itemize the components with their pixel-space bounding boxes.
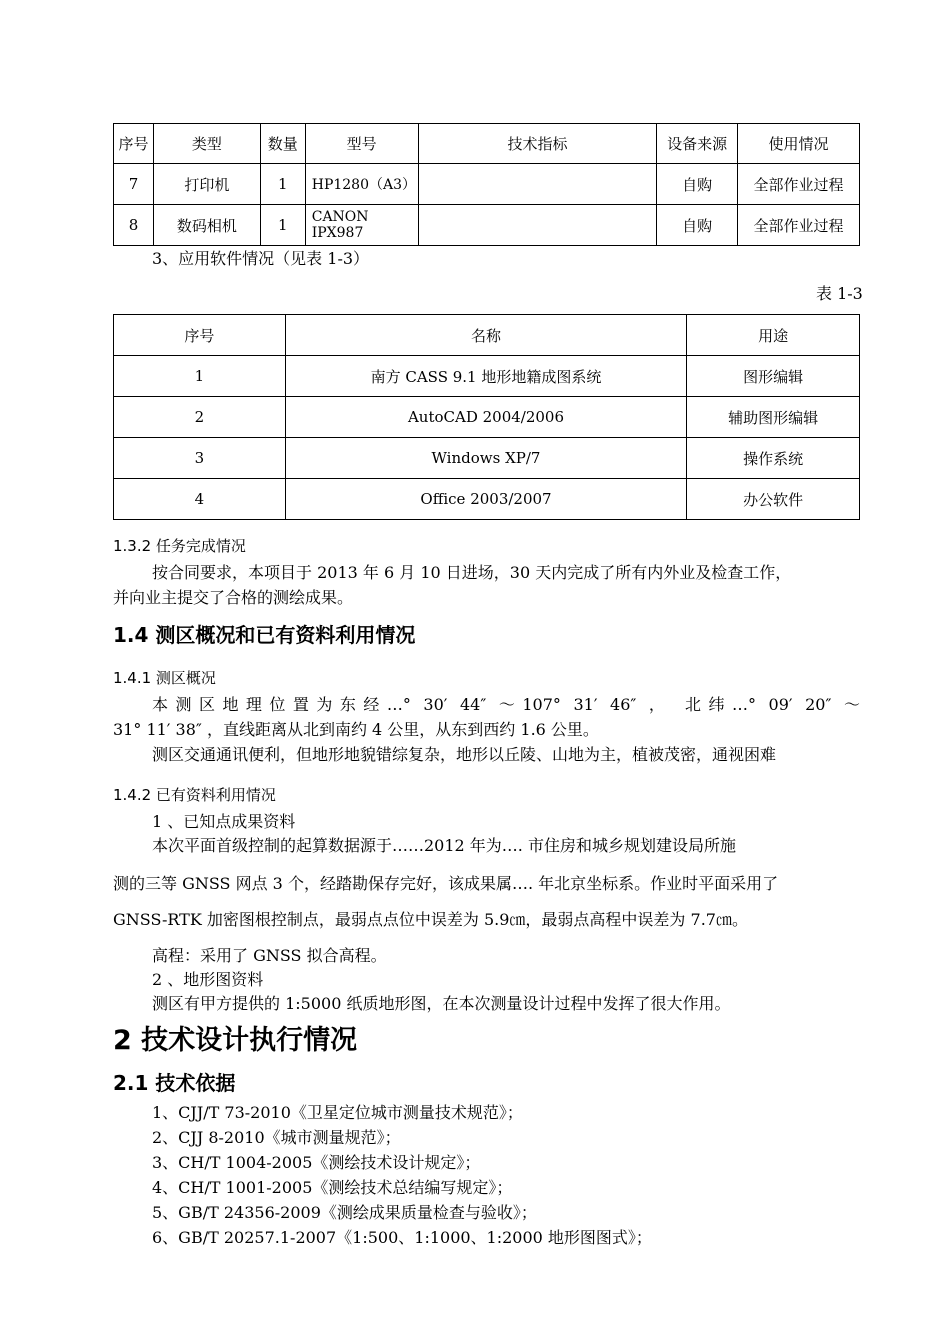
table-row [114, 205, 860, 246]
table-cell: 南方 CASS 9.1 地形地籍成图系统 [285, 356, 686, 397]
list-item: 2、CJJ 8-2010《城市测量规范》； [152, 1128, 401, 1147]
table-cell: 3 [114, 438, 286, 479]
table-cell: 1 [260, 164, 305, 205]
section-heading-1-4-2: 1.4.2 已有资料利用情况 [113, 786, 276, 804]
paragraph: 测的三等 GNSS 网点 3 个，经踏勘保存完好，该成果属…. 年北京坐标系。作业时平面采用了 [113, 874, 779, 893]
table-cell: Office 2003/2007 [285, 479, 686, 520]
header-cell: 类型 [153, 124, 260, 164]
header-cell: 名称 [285, 315, 686, 356]
table-header-row [114, 315, 860, 356]
table-row [114, 479, 860, 520]
header-cell: 技术指标 [418, 124, 657, 164]
table-row [114, 164, 860, 205]
table-row [114, 397, 860, 438]
section-heading-1-4: 1.4 测区概况和已有资料利用情况 [113, 623, 416, 647]
table-cell: 全部作业过程 [738, 164, 860, 205]
chapter-heading-2: 2 技术设计执行情况 [113, 1025, 358, 1056]
list-item: 3、CH/T 1004-2005《测绘技术设计规定》； [152, 1153, 481, 1172]
section-heading-1-4-1: 1.4.1 测区概况 [113, 669, 216, 687]
header-cell: 设备来源 [657, 124, 738, 164]
table-cell [418, 205, 657, 246]
list-item: 5、GB/T 24356-2009《测绘成果质量检查与验收》； [152, 1203, 537, 1222]
table-cell: 打印机 [153, 164, 260, 205]
table-cell: 自购 [657, 164, 738, 205]
equipment-table [113, 123, 860, 246]
table-cell: 8 [114, 205, 154, 246]
list-item: 1 、已知点成果资料 [152, 812, 296, 831]
table-cell: 数码相机 [153, 205, 260, 246]
header-cell: 序号 [114, 315, 286, 356]
table-header-row [114, 124, 860, 164]
table-cell: HP1280（A3） [305, 164, 418, 205]
paragraph: 本测区地理位置为东经…° 30′ 44″ ～107° 31′ 46″ ， 北纬…° 09′ 20″ ～ [152, 695, 860, 714]
table-row [114, 438, 860, 479]
table-cell: Windows XP/7 [285, 438, 686, 479]
table-cell [418, 164, 657, 205]
list-item: 2 、地形图资料 [152, 970, 264, 989]
table-row [114, 356, 860, 397]
paragraph: 并向业主提交了合格的测绘成果。 [113, 588, 354, 607]
table-cell: 辅助图形编辑 [687, 397, 860, 438]
paragraph: 高程：采用了 GNSS 拟合高程。 [152, 946, 387, 965]
paragraph: 31° 11′ 38″ ，直线距离从北到南约 4 公里，从东到西约 1.6 公里。 [113, 720, 599, 739]
software-intro: 3、应用软件情况（见表 1-3） [152, 249, 370, 268]
software-table [113, 314, 860, 520]
table-cell: 1 [114, 356, 286, 397]
table-cell: 办公软件 [687, 479, 860, 520]
table-cell: CANON IPX987 [305, 205, 418, 246]
header-cell: 用途 [687, 315, 860, 356]
section-heading-1-3-2: 1.3.2 任务完成情况 [113, 537, 246, 555]
table-cell: 自购 [657, 205, 738, 246]
header-cell: 数量 [260, 124, 305, 164]
header-cell: 使用情况 [738, 124, 860, 164]
list-item: 6、GB/T 20257.1-2007《1:500、1:1000、1:2000 地形图图式》； [152, 1228, 652, 1247]
table-cell: 7 [114, 164, 154, 205]
section-heading-2-1: 2.1 技术依据 [113, 1071, 236, 1095]
header-cell: 序号 [114, 124, 154, 164]
header-cell: 型号 [305, 124, 418, 164]
list-item: 1、CJJ/T 73-2010《卫星定位城市测量技术规范》； [152, 1103, 523, 1122]
paragraph: GNSS-RTK 加密图根控制点，最弱点点位中误差为 5.9㎝，最弱点高程中误差为 7.7㎝。 [113, 910, 748, 929]
table-cell: 全部作业过程 [738, 205, 860, 246]
paragraph: 测区交通通讯便利，但地形地貌错综复杂，地形以丘陵、山地为主，植被茂密，通视困难 [152, 745, 777, 764]
table-cell: AutoCAD 2004/2006 [285, 397, 686, 438]
table-cell: 4 [114, 479, 286, 520]
paragraph: 本次平面首级控制的起算数据源于……2012 年为…. 市住房和城乡规划建设局所施 [152, 836, 736, 855]
table-cell: 图形编辑 [687, 356, 860, 397]
table-caption: 表 1-3 [816, 284, 863, 303]
table-cell: 操作系统 [687, 438, 860, 479]
table-cell: 1 [260, 205, 305, 246]
table-cell: 2 [114, 397, 286, 438]
paragraph: 按合同要求，本项目于 2013 年 6 月 10 日进场，30 天内完成了所有内外业及检查工作， [152, 563, 792, 582]
paragraph: 测区有甲方提供的 1:5000 纸质地形图，在本次测量设计过程中发挥了很大作用。 [152, 994, 731, 1013]
list-item: 4、CH/T 1001-2005《测绘技术总结编写规定》； [152, 1178, 513, 1197]
